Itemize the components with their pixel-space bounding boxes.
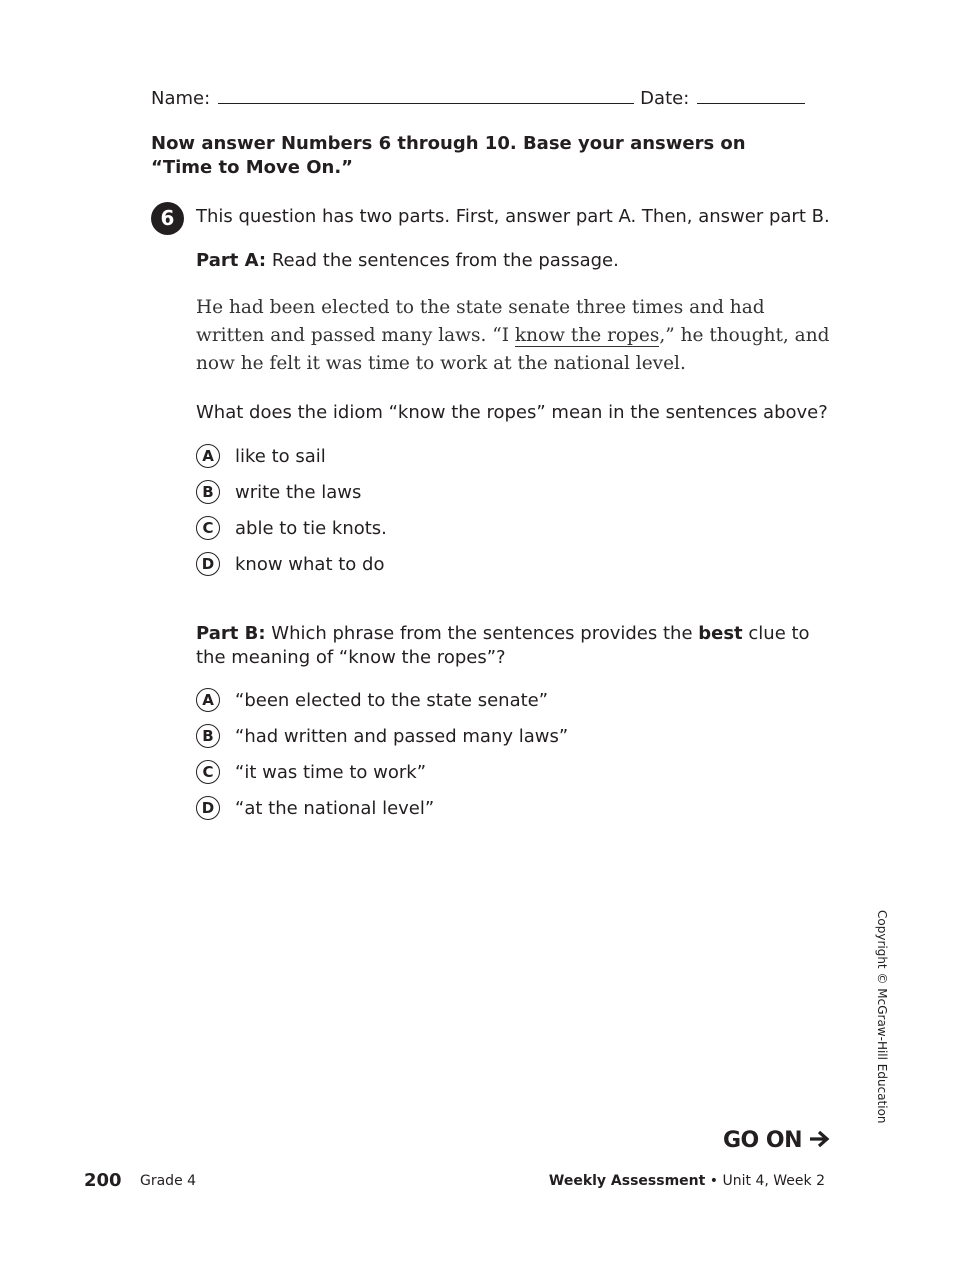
name-label: Name: [151, 88, 211, 109]
passage-text-before: He had been elected to the state senate three times and had written and passed many laws. “I [196, 297, 765, 346]
part-b-heading [196, 622, 836, 670]
question-intro: This question has two parts. First, answer part A. Then, answer part B. [196, 206, 830, 227]
instructions: Now answer Numbers 6 through 10. Base your answers on “Time to Move On.” [151, 133, 746, 178]
passage-text-after: ,” he thought, and now he felt it was time to work at the national level. [196, 325, 830, 374]
copyright-notice: Copyright © McGraw-Hill Education [875, 910, 889, 1124]
part-b-choice-c[interactable] [196, 760, 426, 784]
answer-bubble[interactable]: D [196, 796, 220, 820]
go-on-label: GO ON [723, 1128, 803, 1153]
part-a-choice-b[interactable] [196, 480, 361, 504]
grade-label: Grade 4 [140, 1173, 197, 1189]
part-a-heading [196, 250, 619, 271]
page-number: 200 [84, 1170, 122, 1191]
answer-bubble[interactable]: D [196, 552, 220, 576]
date-label: Date: [640, 88, 690, 109]
assessment-title: Weekly Assessment [548, 1173, 706, 1189]
choice-text: know what to do [235, 553, 385, 575]
date-field[interactable] [697, 89, 805, 104]
answer-bubble[interactable]: C [196, 516, 220, 540]
part-b-choice-b[interactable] [196, 724, 568, 748]
part-b-text-bold: best [698, 623, 743, 644]
choice-text: write the laws [235, 481, 362, 503]
passage-underlined-idiom: know the ropes [514, 325, 660, 346]
passage-excerpt [196, 294, 836, 378]
choice-text: “it was time to work” [235, 761, 427, 783]
question-number-badge: 6 [151, 202, 184, 235]
answer-bubble[interactable]: A [196, 444, 220, 468]
go-on-indicator [723, 1128, 831, 1153]
answer-bubble[interactable]: B [196, 724, 220, 748]
name-field[interactable] [218, 89, 634, 104]
part-b-choice-d[interactable] [196, 796, 434, 820]
choice-text: like to sail [235, 445, 326, 467]
part-b-choice-a[interactable] [196, 688, 548, 712]
part-a-text: Read the sentences from the passage. [271, 250, 619, 271]
part-a-choice-d[interactable] [196, 552, 384, 576]
answer-bubble[interactable]: B [196, 480, 220, 504]
part-b-text-after: clue to the meaning of “know the ropes”? [196, 623, 810, 668]
arrow-right-icon [809, 1130, 831, 1148]
answer-bubble[interactable]: C [196, 760, 220, 784]
part-a-prompt: What does the idiom “know the ropes” mean in the sentences above? [196, 402, 828, 423]
choice-text: “at the national level” [235, 797, 435, 819]
part-b-label: Part B: [196, 623, 266, 644]
footer-separator: • [709, 1173, 719, 1189]
part-a-choice-c[interactable] [196, 516, 387, 540]
part-a-choice-a[interactable] [196, 444, 326, 468]
name-date-row [151, 88, 805, 109]
choice-text: “been elected to the state senate” [235, 689, 549, 711]
assessment-label [549, 1173, 825, 1189]
answer-bubble[interactable]: A [196, 688, 220, 712]
part-b-text-before: Which phrase from the sentences provides the [271, 623, 699, 644]
unit-week: Unit 4, Week 2 [722, 1173, 825, 1189]
part-a-label: Part A: [196, 250, 267, 271]
choice-text: “had written and passed many laws” [235, 725, 569, 747]
choice-text: able to tie knots. [235, 517, 387, 539]
